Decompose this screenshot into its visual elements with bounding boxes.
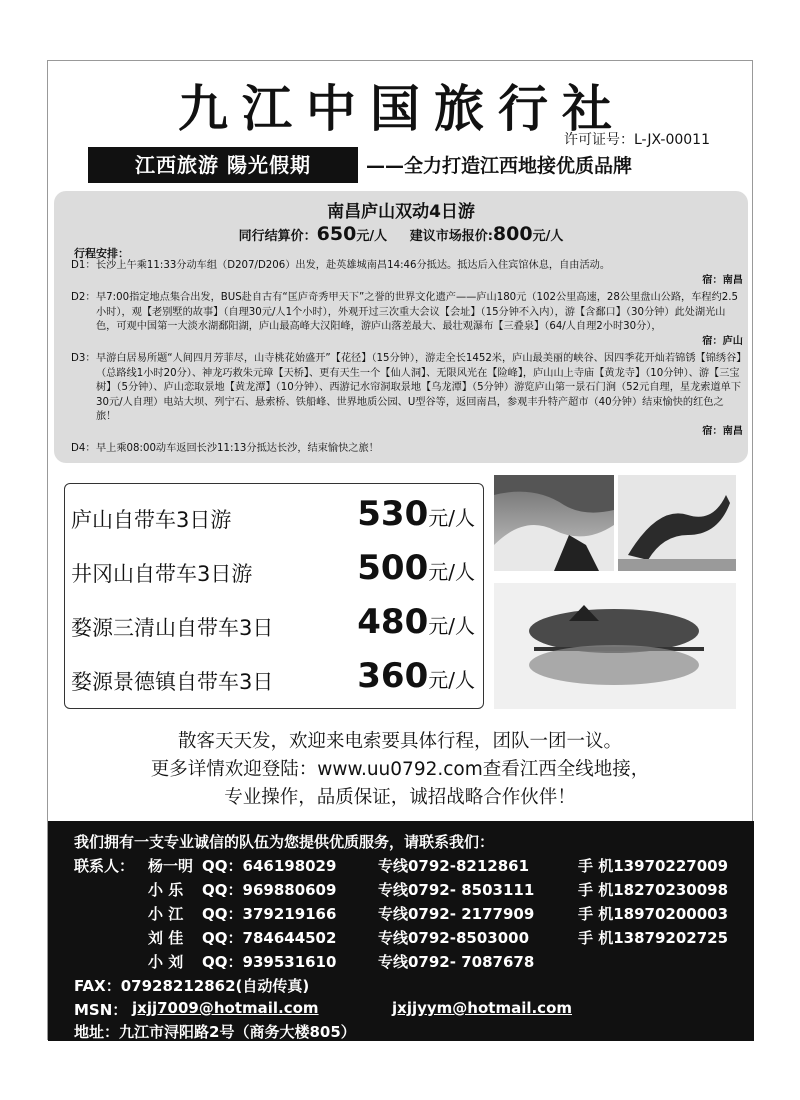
- contact-person-name: 小 乐: [148, 881, 184, 899]
- contact-qq: QQ：969880609: [202, 881, 337, 899]
- contact-person-name: 杨一明: [148, 857, 194, 875]
- contact-label: 联系人：: [74, 857, 135, 875]
- day-stay: 宿：南昌: [702, 425, 743, 437]
- contact-intro: 我们拥有一支专业诚信的队伍为您提供优质服务，请联系我们：: [74, 833, 495, 851]
- contact-qq: QQ：379219166: [202, 905, 337, 923]
- day-text: 早7:00指定地点集合出发，BUS赴自古有“匡庐奇秀甲天下”之誉的世界文化遗产——庐山180元（102公里高速，28公里盘山公路，车程约2.5小时），观【老别墅的故事】（自理30元/人1个小时），外观开过三次重大会议【会址】（15分钟不入内），游【含鄱口】（30分钟）此处湖光山色，可观中国第一大淡水湖鄱阳湖，庐山最高峰大汉阳峰，游庐山落差最大、最壮观瀑布【三叠泉】（64/人自理2小时30分），: [96, 292, 738, 332]
- contact-qq: QQ：784644502: [202, 929, 337, 947]
- brand-tagline: ——全力打造江西地接优质品牌: [366, 155, 633, 177]
- flyer-page: [47, 60, 753, 1040]
- route-name: 婺源三清山自带车3日: [71, 616, 274, 640]
- itinerary-day: [71, 352, 743, 439]
- contact-msn-1[interactable]: jxjj7009@hotmail.com: [132, 999, 319, 1017]
- route-item: [65, 598, 483, 648]
- invite-line-3: 专业操作，品质保证，诚招战略合作伙伴！: [224, 787, 576, 808]
- contact-line: 专线0792- 8503111: [378, 881, 535, 899]
- itinerary-day: [71, 291, 743, 349]
- day-text: 早游白居易所题“人间四月芳菲尽，山寺桃花始盛开”【花径】（15分钟），游走全长1452米，庐山最美丽的峡谷、因四季花开灿若锦锈【锦绣谷】（总路线1小时20分）、神龙巧救朱元璋【天桥】、更有天生一个【仙人洞】、无限风光在【险峰】，庐山山上寺庙【黄龙寺】（10分钟）、游【三宝树】（5分钟）、庐山恋取景地【黄龙潭】（10分钟）、西游记水帘洞取景地【乌龙潭】（5分钟）游览庐山第一景石门涧（52元自理，星龙索道单下30元/人自理）电站大坝、列宁石、悬索桥、铁船峰、世界地质公园、U型谷等，返回南昌，参观丰升特产超市（40分钟）结束愉快的红色之旅！: [96, 353, 742, 422]
- invite-line-2: 更多详情欢迎登陆：www.uu0792.com查看江西全线地接，: [150, 759, 650, 780]
- contact-mobile: 手 机13970227009: [578, 857, 729, 875]
- contact-mobile: 手 机13879202725: [578, 929, 729, 947]
- day-text: 长沙上午乘11:33分动车组（D207/D206）出发，赴英雄城南昌14:46分抵达。抵达后入住宾馆休息，自由活动。: [96, 260, 611, 271]
- contact-qq: QQ：646198029: [202, 857, 337, 875]
- contact-line: 专线0792-8212861: [378, 857, 530, 875]
- market-price-value: 800: [492, 223, 533, 245]
- contact-qq: QQ：939531610: [202, 953, 337, 971]
- route-unit: 元/人: [428, 560, 475, 584]
- day-stay: 宿：庐山: [702, 335, 743, 347]
- slogan-badge: 江西旅游 陽光假期: [88, 147, 358, 183]
- contact-person-name: 小 江: [148, 905, 184, 923]
- route-unit: 元/人: [428, 506, 475, 530]
- trade-price-value: 650: [316, 223, 357, 245]
- mountain-cloud-photo: [494, 475, 614, 571]
- contact-mobile: 手 机18970200003: [578, 905, 729, 923]
- license-number: 许可证号：L-JX-00011: [564, 132, 710, 148]
- itinerary-day: [71, 259, 743, 288]
- contact-address: 地址：九江市浔阳路2号（商务大楼805）: [74, 1023, 356, 1041]
- itinerary-panel: [54, 191, 748, 463]
- market-price-unit: 元/人: [532, 229, 564, 244]
- itinerary-price-line: [54, 223, 748, 245]
- itinerary-days: [71, 259, 743, 460]
- day-label: D2：: [71, 292, 96, 303]
- contact-person-name: 刘 佳: [148, 929, 184, 947]
- route-item: [65, 544, 483, 594]
- arrangement-label: 行程安排：: [74, 247, 129, 260]
- contact-msn-2[interactable]: jxjjyym@hotmail.com: [392, 999, 572, 1017]
- route-price: 360: [357, 656, 429, 696]
- trade-price-unit: 元/人: [356, 229, 388, 244]
- contact-line: 专线0792-8503000: [378, 929, 530, 947]
- route-price: 530: [357, 494, 429, 534]
- itinerary-day: [71, 442, 743, 457]
- route-unit: 元/人: [428, 614, 475, 638]
- day-stay: 宿：南昌: [702, 274, 743, 286]
- contact-fax: FAX：07928212862(自动传真): [74, 977, 310, 995]
- contact-line: 专线0792- 7087678: [378, 953, 535, 971]
- lake-pavilion-photo: [494, 583, 736, 709]
- route-item: [65, 490, 483, 540]
- route-name: 庐山自带车3日游: [71, 508, 232, 532]
- route-price-box: [64, 483, 484, 709]
- contact-msn-label: MSN：: [74, 1001, 128, 1019]
- agency-logo-title: 九江中国旅行社: [178, 79, 626, 138]
- contact-mobile: 手 机18270230098: [578, 881, 729, 899]
- contact-line: 专线0792- 2177909: [378, 905, 535, 923]
- trade-price-label: 同行结算价：: [238, 229, 317, 244]
- day-label: D4：: [71, 443, 96, 454]
- market-price-label: 建议市场报价:: [409, 229, 493, 244]
- day-label: D3：: [71, 353, 96, 364]
- contact-block: [48, 821, 754, 1041]
- route-name: 婺源景德镇自带车3日: [71, 670, 274, 694]
- route-price: 480: [357, 602, 429, 642]
- contact-person-name: 小 刘: [148, 953, 184, 971]
- route-unit: 元/人: [428, 668, 475, 692]
- day-label: D1：: [71, 260, 96, 271]
- invite-line-1: 散客天天发，欢迎来电索要具体行程，团队一团一议。: [177, 731, 622, 752]
- monument-photo: [618, 475, 736, 571]
- itinerary-title: 南昌庐山双动4日游: [327, 202, 475, 222]
- day-text: 早上乘08:00动车返回长沙11:13分抵达长沙，结束愉快之旅！: [96, 443, 379, 454]
- route-name: 井冈山自带车3日游: [71, 562, 253, 586]
- route-price: 500: [357, 548, 429, 588]
- route-item: [65, 652, 483, 702]
